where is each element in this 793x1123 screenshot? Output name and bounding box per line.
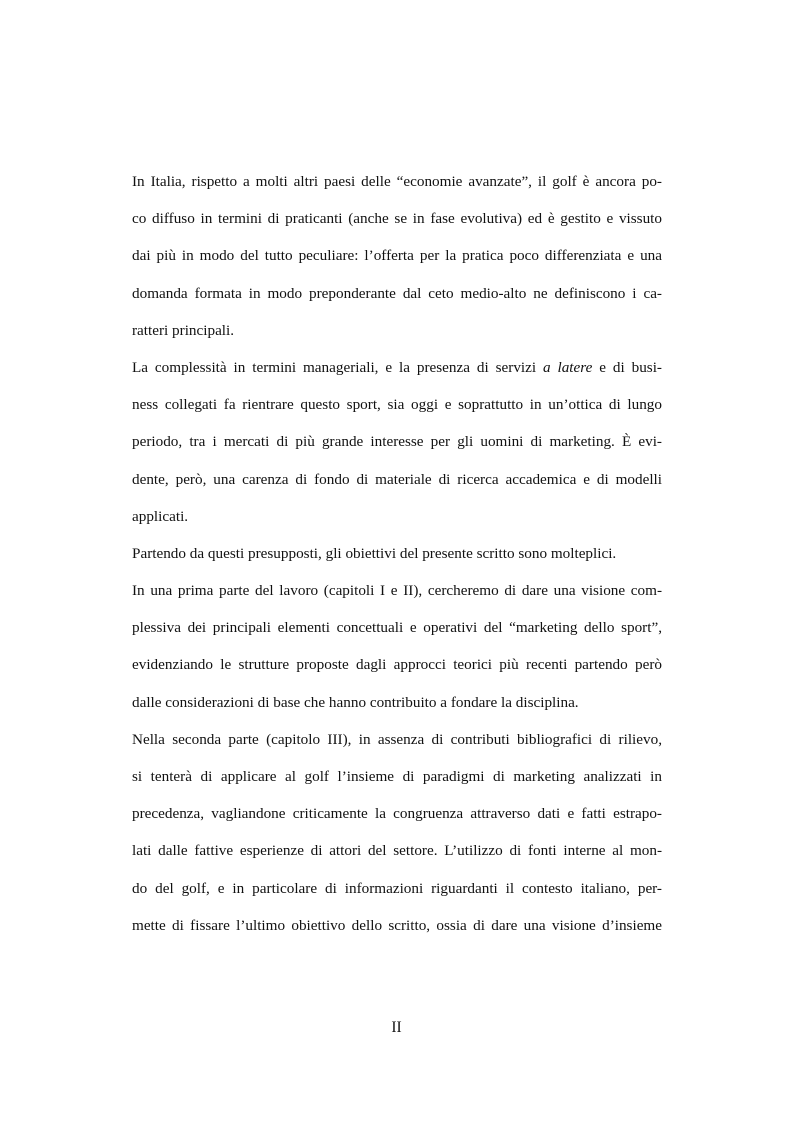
text-span: e di busi- bbox=[592, 358, 662, 376]
text-line: do del golf, e in particolare di informazioni riguardanti il contesto italiano, per- bbox=[132, 879, 662, 897]
text-line: plessiva dei principali elementi concettuali e operativi del “marketing dello sport”, bbox=[132, 619, 662, 637]
text-line: evidenziando le strutture proposte dagli approcci teorici più recenti partendo però bbox=[132, 656, 662, 674]
page-number: II bbox=[391, 1019, 402, 1036]
text-line: dente, però, una carenza di fondo di materiale di ricerca accademica e di modelli bbox=[132, 470, 662, 488]
text-line: applicati. bbox=[132, 507, 189, 525]
body-text bbox=[132, 163, 662, 944]
text-line: co diffuso in termini di praticanti (anche se in fase evolutiva) ed è gestito e vissuto bbox=[132, 210, 662, 228]
italic-phrase: a latere bbox=[543, 358, 593, 376]
text-line: precedenza, vagliandone criticamente la congruenza attraverso dati e fatti estrapo- bbox=[132, 805, 662, 823]
text-line: si tenterà di applicare al golf l’insieme di paradigmi di marketing analizzati in bbox=[132, 768, 662, 785]
text-line: Nella seconda parte (capitolo III), in assenza di contributi bibliografici di rilievo, bbox=[132, 730, 662, 748]
text-line: dalle considerazioni di base che hanno contribuito a fondare la disciplina. bbox=[132, 693, 579, 711]
text-line: domanda formata in modo preponderante dal ceto medio-alto ne definiscono i ca- bbox=[132, 284, 662, 302]
text-line: ratteri principali. bbox=[132, 321, 235, 339]
text-line: mette di fissare l’ultimo obiettivo dello scritto, ossia di dare una visione d’insieme bbox=[132, 916, 662, 934]
text-line: periodo, tra i mercati di più grande interesse per gli uomini di marketing. È evi- bbox=[132, 433, 662, 451]
text-line: In una prima parte del lavoro (capitoli I e II), cercheremo di dare una visione com- bbox=[132, 582, 662, 600]
text-line: ness collegati fa rientrare questo sport, sia oggi e soprattutto in un’ottica di lungo bbox=[132, 396, 662, 414]
text-line: In Italia, rispetto a molti altri paesi delle “economie avanzate”, il golf è ancora po- bbox=[132, 173, 662, 190]
text-line: lati dalle fattive esperienze di attori del settore. L’utilizzo di fonti interne al mon- bbox=[132, 842, 662, 860]
text-span: La complessità in termini manageriali, e la presenza di servizi bbox=[132, 358, 543, 376]
text-line bbox=[132, 349, 662, 386]
text-line: dai più in modo del tutto peculiare: l’offerta per la pratica poco differenziata e una bbox=[132, 247, 662, 265]
text-line: Partendo da questi presupposti, gli obiettivi del presente scritto sono molteplici. bbox=[132, 544, 617, 562]
